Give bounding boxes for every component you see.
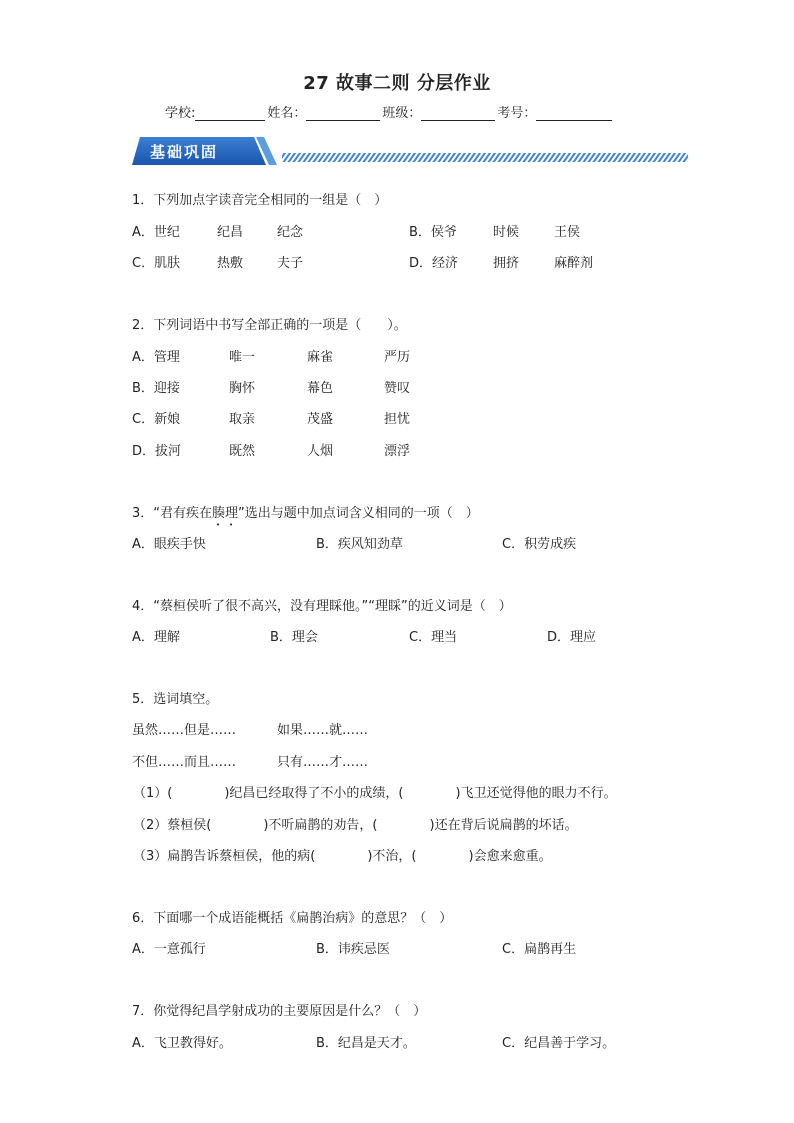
exam-number-field: 考号： bbox=[497, 102, 614, 121]
banner-stripes bbox=[282, 153, 688, 162]
school-field: 学校: bbox=[165, 102, 267, 121]
question-4-stem: 4．“蔡桓侯听了很不高兴，没有理睬他。”“理睬”的近义词是（ ） bbox=[132, 599, 512, 614]
option-word: 王侯 bbox=[554, 225, 581, 240]
option-b[interactable]: B．讳疾忌医 bbox=[316, 942, 390, 957]
option-word: 茂盛 bbox=[307, 412, 334, 427]
option-a[interactable]: A．世纪 bbox=[132, 225, 180, 240]
option-word: 麻雀 bbox=[307, 350, 334, 365]
option-c[interactable]: C．扁鹊再生 bbox=[502, 942, 577, 957]
option-a[interactable]: A．理解 bbox=[132, 630, 180, 645]
option-c[interactable]: C．积劳成疾 bbox=[502, 537, 577, 552]
option-c[interactable]: C．理当 bbox=[409, 630, 458, 645]
option-word: 麻醉剂 bbox=[554, 256, 594, 271]
option-word: 纪念 bbox=[277, 225, 304, 240]
option-word: 担忧 bbox=[384, 412, 411, 427]
option-a[interactable]: A．飞卫教得好。 bbox=[132, 1036, 232, 1051]
class-blank[interactable] bbox=[421, 106, 495, 121]
option-c[interactable]: C．纪昌善于学习。 bbox=[502, 1036, 616, 1051]
option-word: 人烟 bbox=[307, 444, 334, 459]
option-word: 取亲 bbox=[229, 412, 256, 427]
option-a[interactable]: A．一意孤行 bbox=[132, 942, 206, 957]
student-info bbox=[165, 102, 614, 121]
fill-blank-2: （2）蔡桓侯( )不听扁鹊的劝告，( )还在背后说扁鹊的坏话。 bbox=[133, 818, 578, 833]
option-a[interactable]: A．管理 bbox=[132, 350, 180, 365]
option-d[interactable]: D．拔河 bbox=[132, 444, 182, 459]
option-b[interactable]: B．纪昌是天才。 bbox=[316, 1036, 416, 1051]
question-2-stem: 2．下列词语中书写全部正确的一项是（ ）。 bbox=[132, 318, 407, 333]
option-d[interactable]: D．经济 bbox=[409, 256, 459, 271]
option-c[interactable]: C．新娘 bbox=[132, 412, 181, 427]
word-pair: 只有……才…… bbox=[277, 755, 369, 770]
option-word: 热敷 bbox=[217, 256, 244, 271]
option-word: 赞叹 bbox=[384, 381, 411, 396]
option-b[interactable]: B．侯爷 bbox=[409, 225, 457, 240]
name-field: 姓名： bbox=[267, 102, 382, 121]
option-b[interactable]: B．理会 bbox=[270, 630, 318, 645]
question-6-stem: 6．下面哪一个成语能概括《扁鹊治病》的意思？（ ） bbox=[132, 911, 453, 926]
option-word: 纪昌 bbox=[217, 225, 244, 240]
option-word: 唯一 bbox=[229, 350, 256, 365]
word-pair: 如果……就…… bbox=[277, 723, 369, 738]
option-word: 幕色 bbox=[307, 381, 334, 396]
section-title: 基础巩固 bbox=[150, 143, 219, 161]
question-3-stem: 3．“君有疾在腠理”选出与题中加点词含义相同的一项（ ） bbox=[132, 506, 479, 521]
word-pair: 虽然……但是…… bbox=[132, 723, 237, 738]
option-d[interactable]: D．理应 bbox=[547, 630, 597, 645]
name-blank[interactable] bbox=[306, 106, 380, 121]
option-b[interactable]: B．疾风知劲草 bbox=[316, 537, 403, 552]
dotted-word: 腠理 bbox=[212, 506, 239, 521]
option-word: 拥挤 bbox=[493, 256, 520, 271]
option-c[interactable]: C．肌肤 bbox=[132, 256, 181, 271]
question-7-stem: 7．你觉得纪昌学射成功的主要原因是什么？（ ） bbox=[132, 1004, 427, 1019]
option-word: 夫子 bbox=[277, 256, 304, 271]
class-field: 班级： bbox=[382, 102, 497, 121]
section-banner bbox=[132, 134, 692, 168]
option-b[interactable]: B．迎接 bbox=[132, 381, 180, 396]
question-1-stem: 1．下列加点字读音完全相同的一组是（ ） bbox=[132, 193, 388, 208]
word-pair: 不但……而且…… bbox=[132, 755, 237, 770]
school-blank[interactable] bbox=[195, 106, 265, 121]
option-word: 胸怀 bbox=[229, 381, 256, 396]
option-word: 时候 bbox=[493, 225, 520, 240]
option-word: 既然 bbox=[229, 444, 256, 459]
fill-blank-1: （1）( )纪昌已经取得了不小的成绩，( )飞卫还觉得他的眼力不行。 bbox=[133, 786, 617, 801]
exam-number-blank[interactable] bbox=[536, 106, 612, 121]
option-word: 漂浮 bbox=[384, 444, 411, 459]
option-word: 严历 bbox=[384, 350, 411, 365]
page-title: 27 故事二则 分层作业 bbox=[303, 73, 491, 94]
fill-blank-3: （3）扁鹊告诉蔡桓侯，他的病( )不治，( )会愈来愈重。 bbox=[133, 849, 552, 864]
option-a[interactable]: A．眼疾手快 bbox=[132, 537, 206, 552]
question-5-stem: 5．选词填空。 bbox=[132, 692, 219, 707]
